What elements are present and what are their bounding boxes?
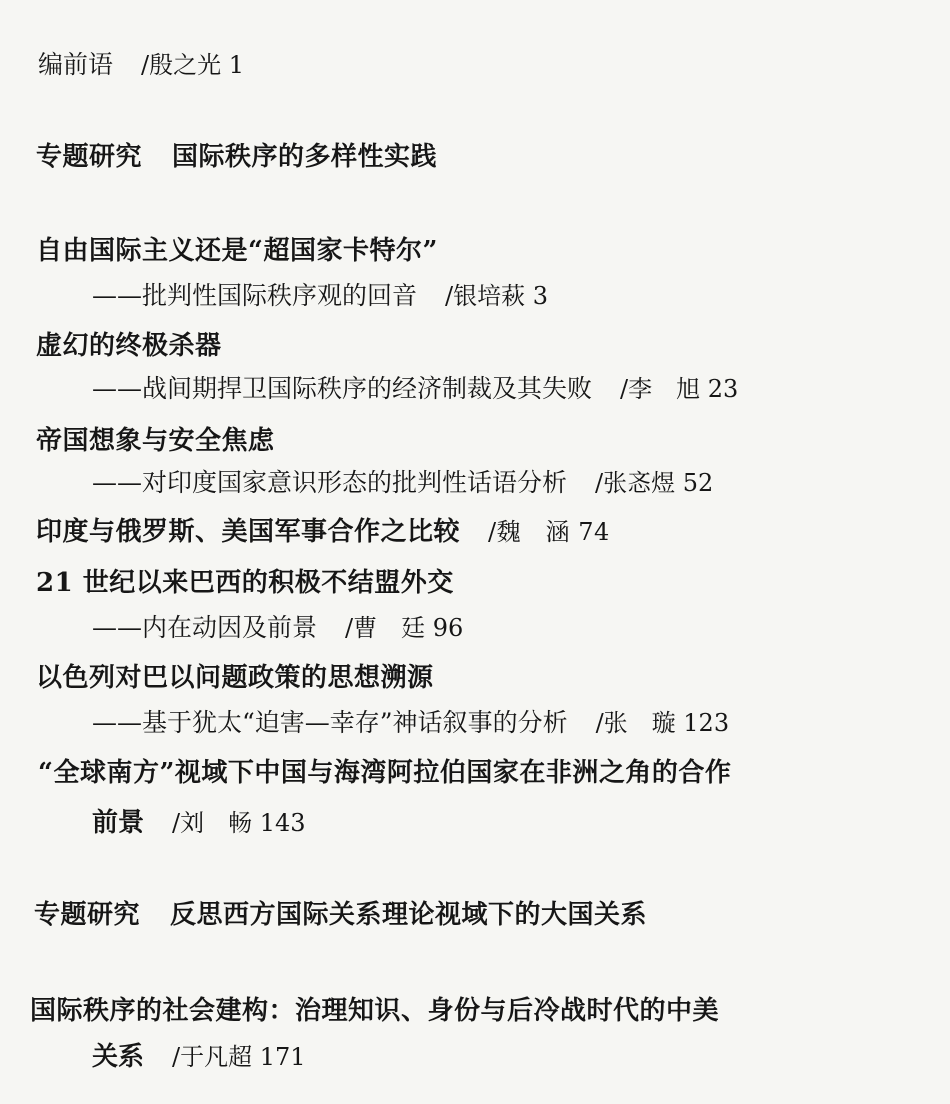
article-subtitle: ——内在动因及前景 <box>92 613 318 642</box>
article-subtitle: ——批判性国际秩序观的回音 <box>92 281 418 310</box>
article-title-continuation-entry <box>92 810 306 836</box>
article-author-page: /刘 畅 143 <box>172 809 306 837</box>
article-subtitle-entry <box>92 615 463 640</box>
article-subtitle-entry <box>92 376 738 401</box>
section-label: 专题研究 <box>36 142 143 172</box>
article-title: 印度与俄罗斯、美国军事合作之比较 <box>36 517 461 547</box>
article-title: 21 世纪以来巴西的积极不结盟外交 <box>36 568 454 598</box>
article-subtitle-entry <box>92 710 729 735</box>
article-author-page: /曹 廷 96 <box>345 614 464 642</box>
article-subtitle-entry <box>92 470 713 495</box>
article-author-page: /于凡超 171 <box>172 1043 306 1071</box>
article-title: 国际秩序的社会建构：治理知识、身份与后冷战时代的中美 <box>30 996 720 1026</box>
article-subtitle: ——战间期捍卫国际秩序的经济制裁及其失败 <box>92 374 593 403</box>
article-title: 以色列对巴以问题政策的思想溯源 <box>36 663 434 693</box>
article-entry <box>36 519 610 545</box>
preface-title: 编前语 <box>38 50 114 79</box>
article-subtitle: ——对印度国家意识形态的批判性话语分析 <box>92 468 568 497</box>
preface-author-page: /殷之光 1 <box>141 51 244 79</box>
article-title-continuation: 关系 <box>92 1042 145 1072</box>
article-subtitle: ——基于犹太“迫害—幸存”神话叙事的分析 <box>92 708 568 737</box>
article-title: 虚幻的终极杀器 <box>36 331 222 361</box>
article-author-page: /银培萩 3 <box>445 282 548 310</box>
section-label: 专题研究 <box>34 900 141 930</box>
article-author-page: /张 璇 123 <box>595 709 730 737</box>
article-author-page: /魏 涵 74 <box>488 518 610 546</box>
article-title-continuation: 前景 <box>92 808 145 838</box>
section-heading-1 <box>36 144 437 170</box>
section-title: 国际秩序的多样性实践 <box>172 142 438 172</box>
article-title: 帝国想象与安全焦虑 <box>36 426 275 456</box>
section-heading-2 <box>34 902 647 928</box>
article-subtitle-entry <box>92 283 548 308</box>
article-author-page: /张忞煜 52 <box>595 469 714 497</box>
article-author-page: /李 旭 23 <box>620 375 739 403</box>
preface-entry <box>38 52 244 77</box>
section-title: 反思西方国际关系理论视域下的大国关系 <box>170 900 648 930</box>
article-title: “全球南方”视域下中国与海湾阿拉伯国家在非洲之角的合作 <box>38 758 732 788</box>
article-title: 自由国际主义还是“超国家卡特尔” <box>36 236 438 266</box>
article-title-continuation-entry <box>92 1044 306 1070</box>
